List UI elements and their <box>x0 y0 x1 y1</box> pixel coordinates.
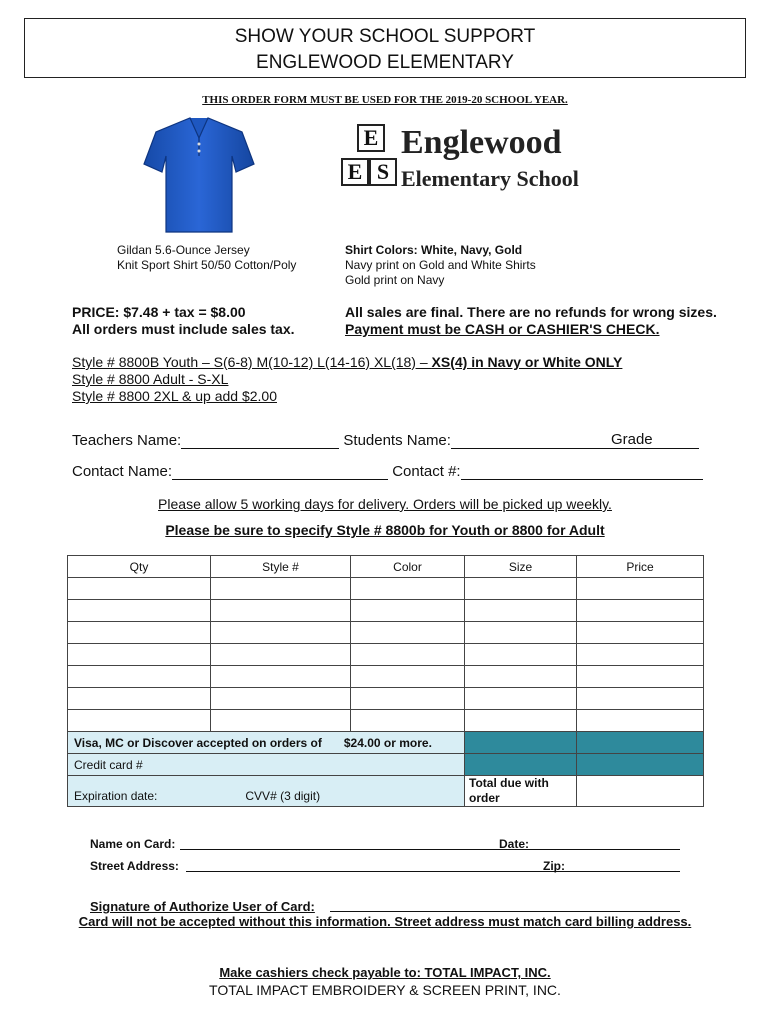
total-due-field[interactable] <box>577 776 704 807</box>
teal-cell-2 <box>577 732 704 754</box>
color-cell[interactable] <box>351 600 465 622</box>
expiration-label: Expiration date: <box>74 789 158 803</box>
contact-name-label: Contact Name: <box>72 463 173 480</box>
header-size: Size <box>465 556 577 578</box>
shirt-colors-line-2: Navy print on Gold and White Shirts <box>345 258 536 272</box>
expiration-cell[interactable] <box>68 776 465 807</box>
teachers-name-label: Teachers Name: <box>72 432 182 449</box>
sales-line-2: Payment must be CASH or CASHIER'S CHECK. <box>345 321 660 337</box>
style-cell[interactable] <box>211 710 351 732</box>
table-row <box>68 578 704 600</box>
school-year-notice: THIS ORDER FORM MUST BE USED FOR THE 2019-20 SCHOOL YEAR. <box>202 94 568 106</box>
visa-text: Visa, MC or Discover accepted on orders of <box>74 735 322 750</box>
shirt-colors-line-3: Gold print on Navy <box>345 273 445 287</box>
credit-card-label: Credit card # <box>74 757 143 772</box>
signature-label: Signature of Authorize User of Card: <box>90 899 315 914</box>
delivery-note: Please allow 5 working days for delivery. Orders will be picked up weekly. <box>158 496 612 512</box>
style-info <box>72 354 622 405</box>
students-name-field[interactable] <box>451 434 611 449</box>
zip-label: Zip: <box>543 859 565 873</box>
style-cell[interactable] <box>211 578 351 600</box>
qty-cell[interactable] <box>68 666 211 688</box>
qty-cell[interactable] <box>68 688 211 710</box>
shirt-desc-line-1: Gildan 5.6-Ounce Jersey <box>117 243 250 257</box>
size-cell[interactable] <box>465 644 577 666</box>
visa-amount: $24.00 or more. <box>343 735 432 750</box>
price-cell[interactable] <box>577 622 704 644</box>
size-cell[interactable] <box>465 622 577 644</box>
size-cell[interactable] <box>465 578 577 600</box>
table-row <box>68 622 704 644</box>
street-address-field[interactable] <box>186 871 680 872</box>
price-line-1: PRICE: $7.48 + tax = $8.00 <box>72 304 246 320</box>
teacher-student-row <box>72 431 699 449</box>
teal-cell-3 <box>465 754 577 776</box>
specify-style-note: Please be sure to specify Style # 8800b for Youth or 8800 for Adult <box>165 522 605 538</box>
teal-cell-1 <box>465 732 577 754</box>
logo-block-s: S <box>369 158 397 186</box>
street-address-row <box>90 859 680 875</box>
table-row <box>68 710 704 732</box>
color-cell[interactable] <box>351 710 465 732</box>
school-logo <box>337 124 587 194</box>
shirt-colors <box>345 243 536 288</box>
qty-cell[interactable] <box>68 622 211 644</box>
shirt-desc-line-2: Knit Sport Shirt 50/50 Cotton/Poly <box>117 258 297 272</box>
style-youth <box>72 354 622 371</box>
shirt-colors-title: Shirt Colors: White, Navy, Gold <box>345 243 523 257</box>
style-youth-note: XS(4) in Navy or White ONLY <box>431 354 623 370</box>
price-cell[interactable] <box>577 578 704 600</box>
company-name: TOTAL IMPACT EMBROIDERY & SCREEN PRINT, INC. <box>209 982 561 998</box>
table-row <box>68 600 704 622</box>
visa-cell <box>68 732 465 754</box>
price-cell[interactable] <box>577 710 704 732</box>
contact-name-field[interactable] <box>172 465 388 480</box>
price-cell[interactable] <box>577 600 704 622</box>
size-cell[interactable] <box>465 710 577 732</box>
logo-block-e-bottom: E <box>341 158 369 186</box>
payable-note: Make cashiers check payable to: TOTAL IMPACT, INC. <box>219 965 551 980</box>
style-cell[interactable] <box>211 622 351 644</box>
style-cell[interactable] <box>211 600 351 622</box>
qty-cell[interactable] <box>68 710 211 732</box>
header-price: Price <box>577 556 704 578</box>
shirt-description <box>117 243 296 273</box>
name-on-card-label: Name on Card: <box>90 837 176 851</box>
size-cell[interactable] <box>465 688 577 710</box>
date-field[interactable] <box>530 849 680 850</box>
color-cell[interactable] <box>351 644 465 666</box>
logo-word-elementary: Elementary School <box>401 166 579 191</box>
sales-line-1: All sales are final. There are no refunds for wrong sizes. <box>345 304 717 320</box>
qty-cell[interactable] <box>68 578 211 600</box>
style-cell[interactable] <box>211 666 351 688</box>
style-plus: Style # 8800 2XL & up add $2.00 <box>72 388 277 404</box>
grade-label: Grade <box>610 431 653 448</box>
header-qty: Qty <box>68 556 211 578</box>
visa-row <box>68 732 704 754</box>
header-style: Style # <box>211 556 351 578</box>
size-cell[interactable] <box>465 600 577 622</box>
teal-cell-4 <box>577 754 704 776</box>
cvv-label: CVV# (3 digit) <box>245 789 321 803</box>
style-cell[interactable] <box>211 644 351 666</box>
price-cell[interactable] <box>577 644 704 666</box>
price-cell[interactable] <box>577 688 704 710</box>
street-address-label: Street Address: <box>90 859 179 873</box>
name-on-card-row <box>90 837 680 853</box>
logo-word-englewood: Englewood <box>401 124 562 161</box>
table-header-row <box>68 556 704 578</box>
style-adult: Style # 8800 Adult - S-XL <box>72 371 229 387</box>
size-cell[interactable] <box>465 666 577 688</box>
table-row <box>68 666 704 688</box>
order-table <box>67 555 704 807</box>
style-youth-text: Style # 8800B Youth – S(6-8) M(10-12) L(14-16) XL(18) – <box>72 354 432 370</box>
sales-info <box>345 304 717 338</box>
qty-cell[interactable] <box>68 644 211 666</box>
expiration-row <box>68 776 704 807</box>
style-cell[interactable] <box>211 688 351 710</box>
contact-number-field[interactable] <box>461 465 703 480</box>
credit-card-row <box>68 754 704 776</box>
header-color: Color <box>351 556 465 578</box>
date-label: Date: <box>499 837 530 851</box>
teachers-name-field[interactable] <box>181 434 339 449</box>
price-cell[interactable] <box>577 666 704 688</box>
polo-shirt-image <box>142 116 256 236</box>
contact-row <box>72 463 703 480</box>
color-cell[interactable] <box>351 666 465 688</box>
students-name-label: Students Name: <box>343 432 451 449</box>
contact-number-label: Contact #: <box>392 463 461 480</box>
header-line-1: SHOW YOUR SCHOOL SUPPORT <box>234 26 536 47</box>
signature-field[interactable] <box>330 911 680 912</box>
price-line-2: All orders must include sales tax. <box>72 321 295 337</box>
credit-card-cell[interactable] <box>68 754 465 776</box>
total-due-label: Total due with order <box>465 776 577 807</box>
qty-cell[interactable] <box>68 600 211 622</box>
header-line-2: ENGLEWOOD ELEMENTARY <box>256 52 514 73</box>
logo-block-e-top: E <box>357 124 385 152</box>
color-cell[interactable] <box>351 578 465 600</box>
table-row <box>68 644 704 666</box>
grade-field[interactable] <box>611 431 699 449</box>
color-cell[interactable] <box>351 622 465 644</box>
color-cell[interactable] <box>351 688 465 710</box>
header-box <box>24 18 746 78</box>
price-info <box>72 304 295 338</box>
card-warning: Card will not be accepted without this information. Street address must match card billing address. <box>78 914 692 929</box>
table-row <box>68 688 704 710</box>
